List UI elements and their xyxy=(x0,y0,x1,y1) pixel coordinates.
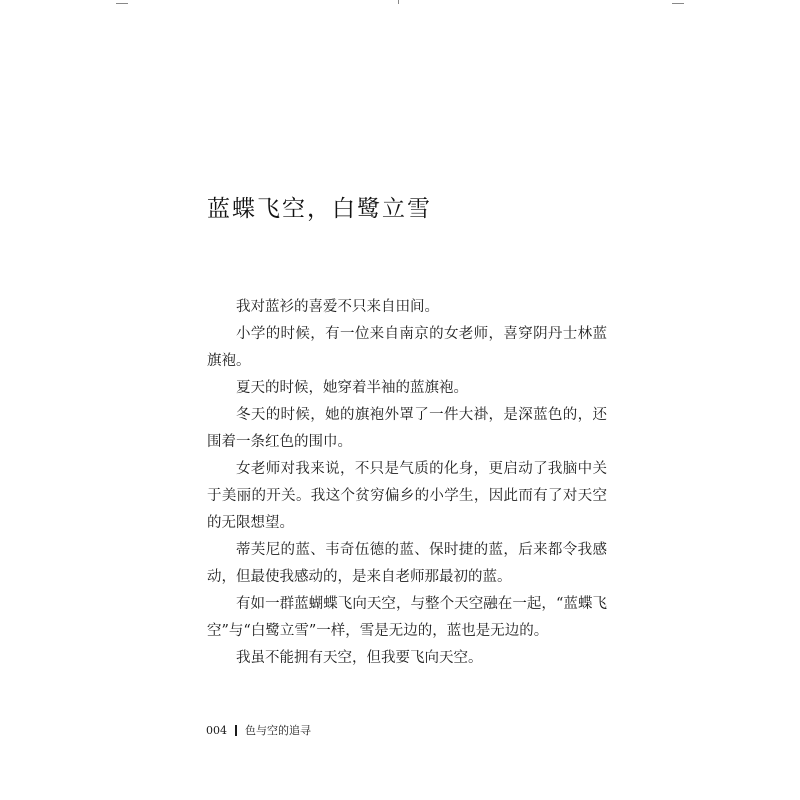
running-title: 色与空的追寻 xyxy=(245,724,311,737)
paragraph: 我虽不能拥有天空，但我要飞向天空。 xyxy=(236,650,483,666)
footer-separator xyxy=(235,725,237,736)
paragraph: 我对蓝衫的喜爱不只来自田间。 xyxy=(236,299,439,315)
crop-mark-center xyxy=(398,0,399,4)
paragraph: 冬天的时候，她的旗袍外罩了一件大褂，是深蓝色的，还围着一条红色的围巾。 xyxy=(207,407,607,450)
paragraph: 女老师对我来说，不只是气质的化身，更启动了我脑中关于美丽的开关。我这个贫穷偏乡的小学生，因此而有了对天空的无限想望。 xyxy=(207,461,607,531)
crop-mark-left xyxy=(116,0,128,4)
paragraph: 夏天的时候，她穿着半袖的蓝旗袍。 xyxy=(236,380,468,396)
paragraph: 有如一群蓝蝴蝶飞向天空，与整个天空融在一起，“蓝蝶飞空”与“白鹭立雪”一样，雪是无边的，蓝也是无边的。 xyxy=(207,596,607,639)
page-footer xyxy=(206,722,311,738)
page-number: 004 xyxy=(206,723,227,737)
body-text xyxy=(207,294,607,672)
chapter-title: 蓝蝶飞空，白鹭立雪 xyxy=(207,196,432,222)
crop-mark-right xyxy=(672,0,684,4)
paragraph: 小学的时候，有一位来自南京的女老师，喜穿阴丹士林蓝旗袍。 xyxy=(207,326,607,369)
paragraph: 蒂芙尼的蓝、韦奇伍德的蓝、保时捷的蓝，后来都令我感动，但最使我感动的，是来自老师那最初的蓝。 xyxy=(207,542,607,585)
